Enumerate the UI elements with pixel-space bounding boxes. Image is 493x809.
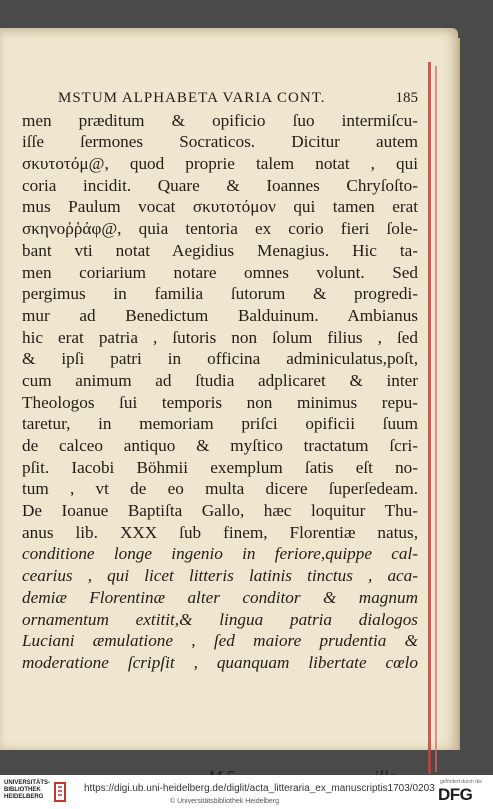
text-line: cum animum ad ſtudia adplicaret & inter [22,370,418,390]
text-line: taretur, in memoriam priſci opificii ſuum [22,414,418,434]
text-line-italic: conditione longe ingenio in feriore,quippe cal- [22,544,418,564]
text-line-italic: ornamentum extitit,& lingua patria dialogos [22,609,418,629]
dfg-logo: DFG [438,785,473,804]
copyright-text: © Universitätsbibliothek Heidelberg [170,798,280,805]
text-line: De Ioanue Baptiſta Gallo, hæc loquitur Thu- [22,501,418,521]
text-line: pſit. Iacobi Böhmii exemplum ſatis eſt no- [22,457,418,477]
page-number: 185 [395,90,418,106]
text-line: de calceo antiquo & myſtico tractatum ſcri- [22,436,418,455]
text-line-italic: demiæ Florentinæ alter conditor & magnum [22,587,418,607]
text-line: coria incidit. Quare & Ioannes Chryſoſto- [22,175,418,195]
text-line: pergimus in familia ſutorum & progredi- [22,284,418,304]
library-logo-text [4,780,50,801]
page-text-block [22,88,418,674]
permalink-url[interactable]: https://digi.ub.uni-heidelberg.de/diglit/acta_litteraria_ex_manuscriptis1703/0203 [84,783,435,794]
text-line: hic erat patria , ſutoris non ſolum filius , ſed [22,327,418,347]
text-line-italic: cearius , qui licet litteris latinis tinctus , aca- [22,566,418,586]
red-margin-line [428,62,431,774]
text-line-italic: moderatione ſcripſit , quanquam libertate cœlo [22,652,418,672]
running-header [22,88,418,110]
text-line: mus Paulum vocat σκυτοτόμον qui tamen erat [22,197,418,217]
viewer-footer [0,775,493,809]
funded-by-text: gefördert durch die [440,779,482,785]
text-line: σκηνοῤῥάφ@, quia tentoria ex corio fieri ſole- [22,219,418,239]
text-line: tum , vt de eo multa dicere ſuperſedeam. [22,479,418,499]
text-line: bant vti notat Aegidius Menagius. Hic ta- [22,240,418,260]
library-line: UNIVERSITÄTS- [4,780,51,786]
text-line: & ipſi patri in officina adminiculatus,poſt, [22,349,418,369]
header-title: MSTUM ALPHABETA VARIA CONT. [58,90,326,106]
text-line: mur ad Benedictum Balduinum. Ambianus [22,305,418,325]
text-line: σκυτοτόμ@, quod proprie talem notat , qui [22,154,418,174]
library-logo-icon [52,781,68,803]
text-line: men præditum & opificio ſuo intermiſcu- [22,110,418,130]
text-line: anus lib. XXX ſub finem, Florentiæ natus, [22,522,418,542]
text-line-italic: Luciani æmulatione , ſed maiore prudentia & [22,631,418,651]
text-line: men coriarium notare omnes volunt. Sed [22,262,418,282]
book-page [0,28,458,750]
text-line: Theologos ſui temporis non minimus repu- [22,392,418,412]
text-line: iſſe ſermones Socraticos. Dicitur autem [22,132,418,152]
red-margin-line-inner [435,66,437,772]
library-line: BIBLIOTHEK [4,787,41,793]
library-line: HEIDELBERG [4,794,44,800]
